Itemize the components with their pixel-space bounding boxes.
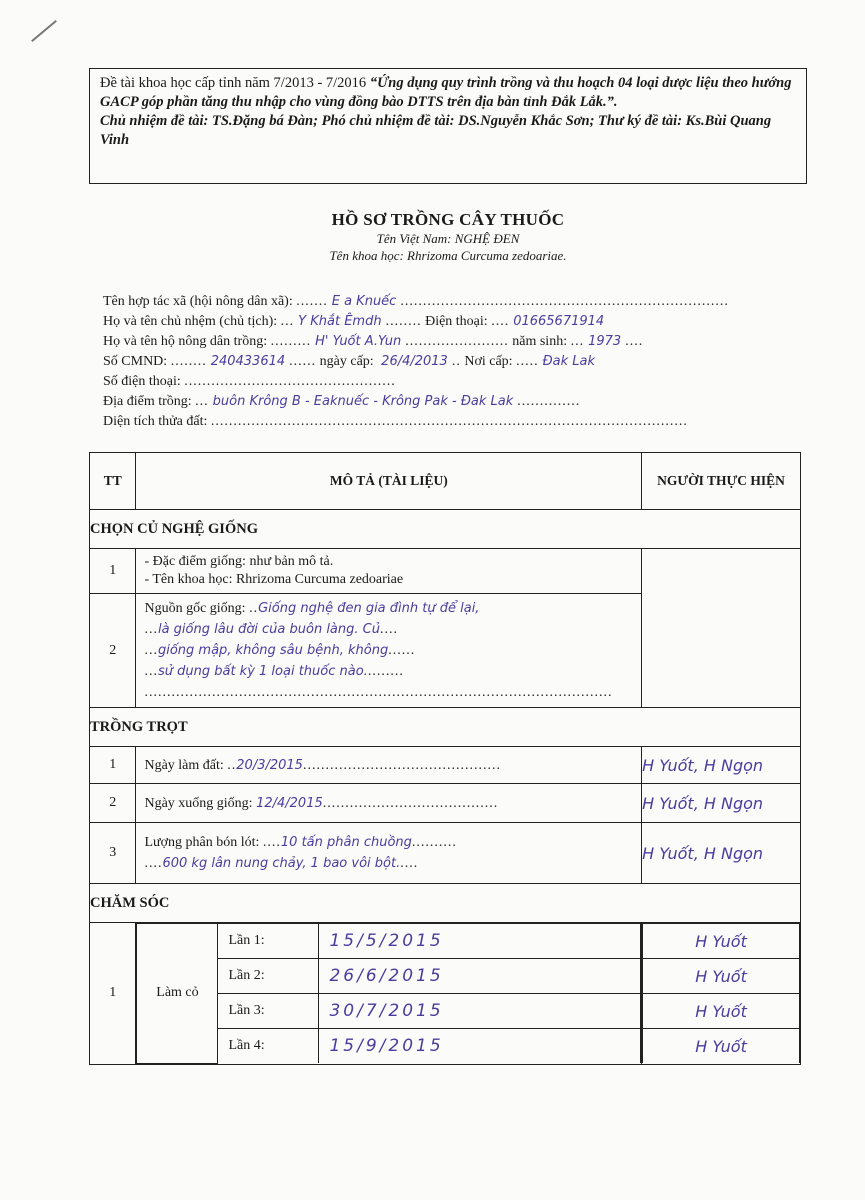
- lamco-who-subtable: [642, 923, 800, 1063]
- bonlot-who[interactable]: H Yuốt, H Ngọn: [642, 823, 801, 884]
- lamco-who-block: [642, 923, 801, 1065]
- noicap-value[interactable]: Đak Lak: [542, 354, 596, 369]
- htx-value[interactable]: E a Knuếc: [331, 294, 397, 309]
- row-desc: Ngày làm đất: ..20/3/2015............................................: [136, 747, 642, 784]
- project-info-box: [89, 68, 807, 184]
- lan-date[interactable]: 15/9/2015: [319, 1029, 641, 1064]
- section-cham-soc-label: CHĂM SÓC: [90, 884, 801, 923]
- lan-label: Lần 4:: [218, 1029, 319, 1064]
- row-tt: 2: [90, 784, 136, 823]
- project-title: “Ứng dụng quy trình trồng và thu hoạch 04 loại dược liệu theo hướng GACP góp phần tăng thu nhập cho vùng đồng bào DTTS trên địa bàn tỉnh Đắk Lắk.”.: [100, 75, 792, 110]
- page-title: HỒ SƠ TRỒNG CÂY THUỐC: [331, 210, 565, 229]
- row-tt: 3: [90, 823, 136, 884]
- lan-who[interactable]: H Yuốt: [643, 924, 800, 959]
- chunhiem-label: Họ và tên chủ nhệm (chủ tịch):: [103, 314, 278, 329]
- dientich-label: Diện tích thửa đất:: [103, 414, 208, 429]
- section-chon-cu-label: CHỌN CỦ NGHỆ GIỐNG: [90, 510, 801, 549]
- nguongoc-line-2[interactable]: là giống lâu đời của buôn làng. Củ: [157, 622, 380, 637]
- header-tt: TT: [90, 453, 136, 510]
- xuonggiong-label: Ngày xuống giống:: [144, 795, 253, 811]
- info-fields: [103, 292, 793, 432]
- section-trong-trot: [90, 708, 801, 747]
- field-dientich: Diện tích thửa đất: ..........................................................................................................: [103, 414, 688, 429]
- field-chunhiem: Họ và tên chủ nhệm (chủ tịch): ... Y Khắt Êmdh ........ Điện thoại: .... 01665671914: [103, 312, 793, 332]
- row-tt: 2: [90, 594, 136, 708]
- lan-label: Lần 2:: [218, 959, 319, 994]
- lan-who[interactable]: H Yuốt: [643, 994, 800, 1029]
- diadiem-value[interactable]: buôn Krông B - Eaknuếc - Krông Pak - Đak Lak: [212, 394, 514, 409]
- row-desc: Nguồn gốc giống: ..Giống nghệ đen gia đình tự để lại, ...là giống lâu đời của buôn làng. Củ.... ...giống mập, không sâu bệnh, không...... ...sử dụng bất kỳ 1 loại thuốc nào......... ........................................................................................................: [136, 594, 642, 708]
- desc-line: - Đặc điểm giống: như bản mô tả.: [144, 554, 334, 569]
- table-header-row: [90, 453, 801, 510]
- htx-label: Tên hợp tác xã (hội nông dân xã):: [103, 294, 293, 309]
- sodt-label: Số điện thoại:: [103, 374, 181, 389]
- row-desc: Lượng phân bón lót: ....10 tấn phân chuồng.......... ....600 kg lân nung chảy, 1 bao vôi bột.....: [136, 823, 642, 884]
- lan-date[interactable]: 26/6/2015: [319, 959, 641, 994]
- lan-who[interactable]: H Yuốt: [643, 1029, 800, 1064]
- xuonggiong-who[interactable]: H Yuốt, H Ngọn: [642, 784, 801, 823]
- project-leaders: Chủ nhiệm đề tài: TS.Đặng bá Đàn; Phó chủ nhiệm đề tài: DS.Nguyễn Khắc Sơn; Thư ký đề tài: Ks.Bùi Quang Vinh: [100, 113, 772, 148]
- namsinh-label: năm sinh:: [512, 334, 568, 349]
- bonlot-label: Lượng phân bón lót:: [144, 835, 260, 850]
- section-chon-cu: [90, 510, 801, 549]
- field-htx: Tên hợp tác xã (hội nông dân xã): ....... E a Knuếc .........................................................................: [103, 294, 729, 309]
- lan-date[interactable]: 30/7/2015: [319, 994, 641, 1029]
- table-row: [90, 784, 801, 823]
- project-intro: Đề tài khoa học cấp tỉnh năm 7/2013 - 7/2016: [100, 75, 370, 91]
- desc-line: - Tên khoa học: Rhrizoma Curcuma zedoariae: [144, 572, 404, 587]
- chunhiem-value[interactable]: Y Khắt Êmdh: [298, 314, 382, 329]
- bonlot-line-1[interactable]: 10 tấn phân chuồng: [280, 835, 412, 850]
- dienthoai-value[interactable]: 01665671914: [513, 314, 605, 329]
- field-diadiem: Địa điểm trồng: ... buôn Krông B - Eaknuếc - Krông Pak - Đak Lak ..............: [103, 394, 581, 409]
- field-sodt: Số điện thoại: ...............................................: [103, 374, 396, 389]
- row-tt: 1: [90, 747, 136, 784]
- lan-label: Lần 1:: [218, 924, 319, 959]
- lan-who[interactable]: H Yuốt: [643, 959, 800, 994]
- lamco-label: Làm cỏ: [137, 924, 218, 1064]
- pen-mark: [31, 20, 57, 42]
- ngaycap-value[interactable]: 26/4/2013: [381, 354, 448, 369]
- title-block: [89, 210, 807, 264]
- row-desc: [136, 549, 642, 594]
- lamdat-who[interactable]: H Yuốt, H Ngọn: [642, 747, 801, 784]
- section-cham-soc: [90, 884, 801, 923]
- header-nguoi: NGƯỜI THỰC HIỆN: [642, 453, 801, 510]
- lamco-block: [136, 923, 642, 1065]
- row-desc: Ngày xuống giống: 12/4/2015.......................................: [136, 784, 642, 823]
- nguongoc-label: Nguồn gốc giống:: [144, 601, 246, 616]
- record-table: [89, 452, 801, 1065]
- viet-name: Tên Việt Nam: NGHỆ ĐEN: [376, 231, 520, 246]
- nguongoc-line-4[interactable]: sử dụng bất kỳ 1 loại thuốc nào.: [157, 664, 368, 679]
- table-row: [90, 747, 801, 784]
- field-cmnd: Số CMND: ........ 240433614 ...... ngày cấp: 26/4/2013 .. Nơi cấp: ..... Đak Lak: [103, 352, 793, 372]
- cmnd-label: Số CMND:: [103, 354, 168, 369]
- cmnd-value[interactable]: 240433614: [210, 354, 286, 369]
- diadiem-label: Địa điểm trồng:: [103, 394, 192, 409]
- field-honongdan: Họ và tên hộ nông dân trồng: ......... H' Yuốt A.Yun ....................... năm sinh: ... 1973 ....: [103, 334, 644, 349]
- lan-label: Lần 3:: [218, 994, 319, 1029]
- xuonggiong-value[interactable]: 12/4/2015: [256, 795, 323, 811]
- nguongoc-line-1[interactable]: Giống nghệ đen gia đình tự để lại,: [258, 601, 480, 616]
- honongdan-label: Họ và tên hộ nông dân trồng:: [103, 334, 268, 349]
- table-row: [90, 923, 801, 1065]
- lan-date[interactable]: 15/5/2015: [319, 924, 641, 959]
- honongdan-value[interactable]: H' Yuốt A.Yun: [315, 334, 402, 349]
- row-tt: 1: [90, 549, 136, 594]
- lamdat-label: Ngày làm đất:: [144, 757, 224, 773]
- ngaycap-label: ngày cấp:: [319, 354, 374, 369]
- table-row: [90, 823, 801, 884]
- row-who-empty: [642, 549, 801, 708]
- noicap-label: Nơi cấp:: [464, 354, 513, 369]
- section-trong-trot-label: TRỒNG TRỌT: [90, 708, 801, 747]
- lamco-subtable: [136, 923, 641, 1064]
- sci-name: Tên khoa học: Rhrizoma Curcuma zedoariae.: [329, 248, 567, 263]
- namsinh-value[interactable]: 1973: [588, 334, 622, 349]
- row-tt: 1: [90, 923, 136, 1065]
- table-row: [90, 549, 801, 594]
- bonlot-line-2[interactable]: 600 kg lân nung chảy, 1 bao vôi bột.: [162, 856, 401, 871]
- header-mota: MÔ TẢ (TÀI LIỆU): [136, 453, 642, 510]
- lamdat-value[interactable]: 20/3/2015: [236, 757, 303, 773]
- dienthoai-label: Điện thoại:: [425, 314, 488, 329]
- nguongoc-line-3[interactable]: giống mập, không sâu bệnh, không: [157, 643, 389, 658]
